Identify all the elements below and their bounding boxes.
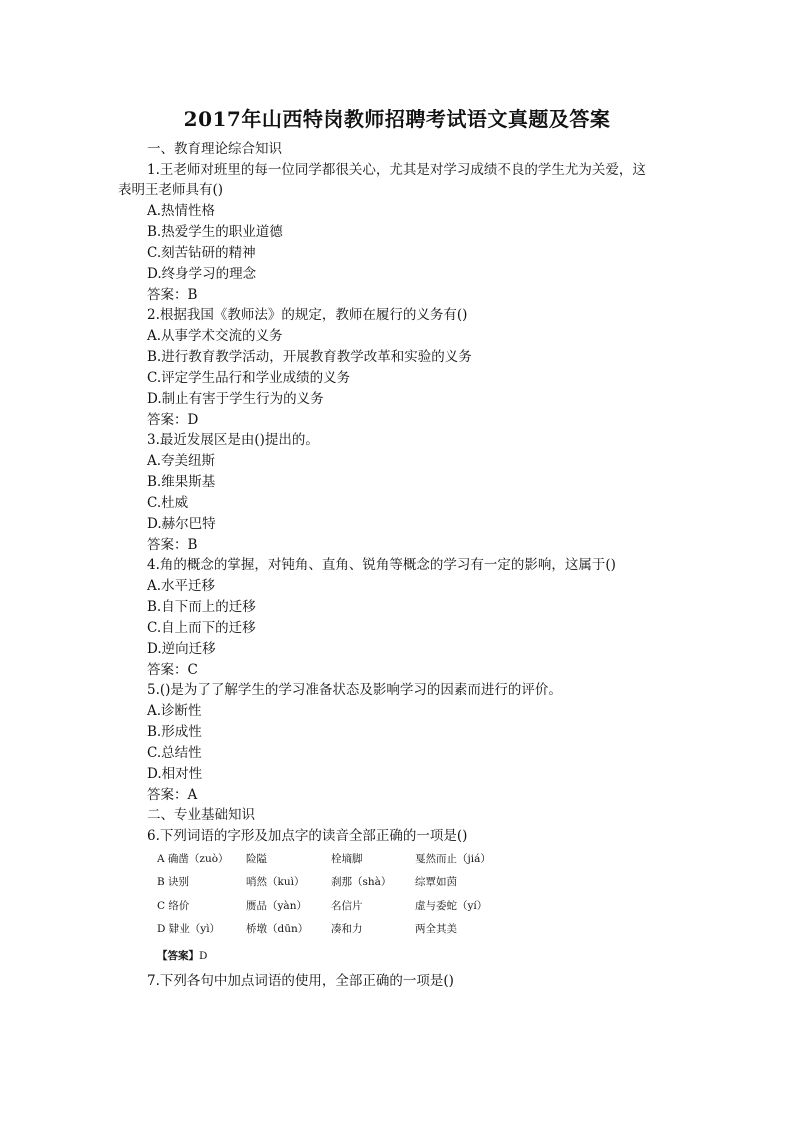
question-2-option-a: A.从事学术交流的义务 [147, 328, 283, 344]
q6-row-a-col-2: 险隘 [246, 853, 267, 865]
question-2-stem: 2.根据我国《教师法》的规定，教师在履行的义务有() [147, 307, 468, 323]
question-1-stem-continued: 表明王老师具有() [118, 182, 224, 198]
q6-row-d-col-3: 凑和力 [331, 923, 363, 935]
question-5-stem: 5.()是为了了解学生的学习准备状态及影响学习的因素而进行的评价。 [147, 682, 562, 698]
q6-row-c-col-1: C 络价 [157, 900, 190, 912]
question-1-option-a: A.热情性格 [147, 203, 216, 219]
question-3-option-c: C.杜威 [147, 495, 189, 511]
question-5-option-a: A.诊断性 [147, 703, 202, 719]
q6-row-b-col-2: 哨然（kuì） [246, 876, 305, 888]
q6-row-a-col-3: 栓墒脚 [331, 853, 363, 865]
question-5-option-b: B.形成性 [147, 724, 202, 740]
question-4-option-c: C.自上而下的迁移 [147, 620, 256, 636]
question-4-option-d: D.逆向迁移 [147, 641, 216, 657]
question-5-option-d: D.相对性 [147, 766, 203, 782]
question-4-stem: 4.角的概念的掌握，对钝角、直角、锐角等概念的学习有一定的影响，这属于() [147, 557, 616, 573]
question-3-option-a: A.夸美纽斯 [147, 453, 216, 469]
question-6-answer-label: 【答案】 [157, 950, 199, 962]
question-2-option-b: B.进行教育教学活动，开展教育教学改革和实验的义务 [147, 349, 472, 365]
question-3-option-b: B.维果斯基 [147, 474, 216, 490]
question-1-answer: 答案：B [147, 287, 198, 303]
question-3-option-d: D.赫尔巴特 [147, 516, 216, 532]
question-1-option-d: D.终身学习的理念 [147, 266, 257, 282]
question-6-stem: 6.下列词语的字形及加点字的读音全部正确的一项是() [147, 828, 468, 844]
question-3-stem: 3.最近发展区是由()提出的。 [147, 432, 319, 448]
q6-row-a-col-4: 戛然而止（jiá） [415, 853, 491, 865]
page-title: 2017年山西特岗教师招聘考试语文真题及答案 [183, 107, 611, 131]
question-5-answer: 答案：A [147, 787, 198, 803]
q6-row-d-col-2: 桥墩（dūn） [246, 923, 309, 935]
section-heading-1: 一、教育理论综合知识 [147, 141, 282, 157]
question-2-option-c: C.评定学生品行和学业成绩的义务 [147, 370, 351, 386]
q6-row-a-col-1: A 确凿（zuò） [157, 853, 229, 865]
question-1-option-c: C.刻苦钻研的精神 [147, 245, 256, 261]
question-2-option-d: D.制止有害于学生行为的义务 [147, 391, 324, 407]
question-4-answer: 答案：C [147, 662, 198, 678]
q6-row-c-col-4: 虚与委蛇（yí） [415, 900, 488, 912]
question-6-answer [157, 948, 207, 963]
question-7-stem: 7.下列各句中加点词语的使用，全部正确的一项是() [147, 973, 454, 989]
question-2-answer: 答案：D [147, 412, 199, 428]
question-5-option-c: C.总结性 [147, 745, 202, 761]
q6-row-b-col-4: 综覃如茵 [415, 876, 457, 888]
q6-row-d-col-4: 两全其美 [415, 923, 457, 935]
q6-row-b-col-1: B 诀别 [157, 876, 190, 888]
q6-row-c-col-2: 赝品（yàn） [246, 900, 307, 912]
section-heading-2: 二、专业基础知识 [147, 807, 255, 823]
question-4-option-b: B.自下而上的迁移 [147, 599, 256, 615]
question-6-answer-value: D [199, 950, 208, 962]
q6-row-b-col-3: 刹那（shà） [331, 876, 392, 888]
question-3-answer: 答案：B [147, 537, 198, 553]
q6-row-d-col-1: D 肄业（yì） [157, 923, 221, 935]
q6-row-c-col-3: 名信片 [331, 900, 363, 912]
question-1-stem: 1.王老师对班里的每一位同学都很关心，尤其是对学习成绩不良的学生尤为关爱，这 [147, 162, 646, 178]
question-4-option-a: A.水平迁移 [147, 578, 216, 594]
question-1-option-b: B.热爱学生的职业道德 [147, 224, 283, 240]
